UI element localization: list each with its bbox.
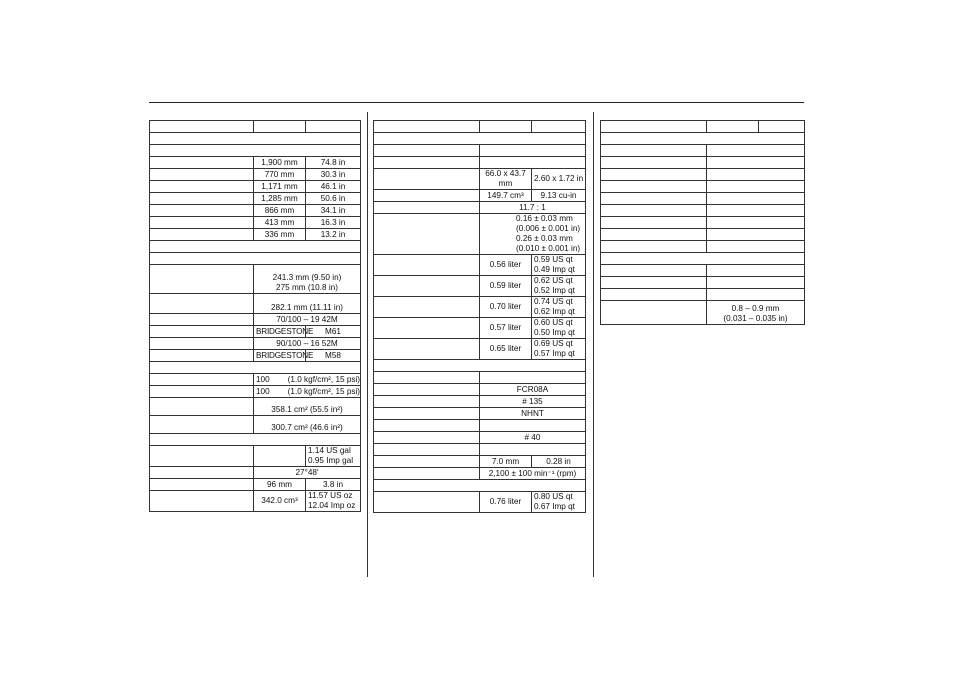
table-row bbox=[374, 420, 586, 432]
coolant-capacity-liter: 0.76 liter bbox=[480, 492, 532, 513]
dimension-metric: 770 mm bbox=[254, 169, 306, 181]
valve-clearance: 0.16 ± 0.03 mm (0.006 ± 0.001 in) 0.26 ± 0.03 mm (0.010 ± 0.001 in) bbox=[480, 214, 586, 255]
table-row bbox=[374, 214, 586, 255]
table-row bbox=[374, 468, 586, 480]
table-row bbox=[374, 121, 586, 133]
table-row bbox=[601, 133, 805, 145]
spark-plug-gap: 0.8 – 0.9 mm (0.031 – 0.035 in) bbox=[707, 301, 805, 325]
displacement-metric: 149.7 cm³ bbox=[480, 190, 532, 202]
dimension-metric: 1,900 mm bbox=[254, 157, 306, 169]
table-row bbox=[601, 121, 805, 133]
dimension-imperial: 50.6 in bbox=[306, 193, 361, 205]
main-jet: # 135 bbox=[480, 396, 586, 408]
table-row bbox=[150, 362, 361, 374]
column-divider-left bbox=[367, 112, 368, 577]
oil-capacity-liter: 0.56 liter bbox=[480, 255, 532, 276]
table-row bbox=[601, 253, 805, 265]
dimension-imperial: 30.3 in bbox=[306, 169, 361, 181]
idle-speed: 2,100 ± 100 min⁻¹ (rpm) bbox=[480, 468, 586, 480]
bore-stroke-metric: 66.0 x 43.7 mm bbox=[480, 169, 532, 190]
float-level-metric: 7.0 mm bbox=[480, 456, 532, 468]
page-top-rule bbox=[149, 102, 804, 103]
table-row bbox=[374, 456, 586, 468]
table-row bbox=[601, 229, 805, 241]
table-row bbox=[601, 301, 805, 325]
spark-plug: FCR08A bbox=[480, 384, 586, 396]
float-level-imperial: 0.28 in bbox=[532, 456, 586, 468]
table-row bbox=[374, 145, 586, 157]
table-row bbox=[150, 229, 361, 241]
table-row bbox=[150, 374, 361, 386]
spec-table-engine bbox=[373, 120, 586, 513]
table-row bbox=[150, 217, 361, 229]
table-row bbox=[601, 265, 805, 277]
table-row: 0.57 liter 0.60 US qt 0.50 Imp qt bbox=[374, 318, 586, 339]
caster-angle: 27°48' bbox=[254, 467, 361, 479]
table-row bbox=[601, 169, 805, 181]
table-row bbox=[150, 205, 361, 217]
table-row bbox=[150, 181, 361, 193]
table-row bbox=[374, 360, 586, 372]
table-row bbox=[150, 314, 361, 326]
table-row bbox=[150, 265, 361, 294]
tire-pressure-rear: 100 (1.0 kgf/cm², 15 psi) bbox=[254, 386, 361, 398]
table-row bbox=[374, 432, 586, 444]
fuel-capacity-us: 1.14 US gal bbox=[308, 446, 351, 455]
rear-tire-brand: BRIDGESTONE bbox=[254, 350, 306, 362]
table-row: 0.70 liter 0.74 US qt 0.62 Imp qt bbox=[374, 297, 586, 318]
table-row: 0.76 liter 0.80 US qt 0.67 Imp qt bbox=[374, 492, 586, 513]
bore-stroke-imperial: 2.60 x 1.72 in bbox=[532, 169, 586, 190]
table-row bbox=[601, 205, 805, 217]
table-row bbox=[601, 157, 805, 169]
table-row bbox=[601, 217, 805, 229]
displacement-imperial: 9.13 cu-in bbox=[532, 190, 586, 202]
slow-jet: # 40 bbox=[480, 432, 586, 444]
dimension-imperial: 74.8 in bbox=[306, 157, 361, 169]
table-row bbox=[150, 434, 361, 446]
trail-metric: 96 mm bbox=[254, 479, 306, 491]
table-row bbox=[601, 289, 805, 301]
table-row: 0.65 liter 0.69 US qt 0.57 Imp qt bbox=[374, 339, 586, 360]
brake-area-front: 358.1 cm² (55.5 in²) bbox=[254, 398, 361, 416]
table-row bbox=[150, 386, 361, 398]
table-row bbox=[374, 444, 586, 456]
oil-capacity-liter: 0.57 liter bbox=[480, 318, 532, 339]
spec-table-dimensions bbox=[149, 120, 361, 512]
table-row bbox=[374, 190, 586, 202]
table-row bbox=[374, 133, 586, 145]
fork-oil-metric: 342.0 cm³ bbox=[254, 491, 306, 512]
table-row bbox=[150, 338, 361, 350]
brake-area-rear: 300.7 cm² (46.6 in²) bbox=[254, 416, 361, 434]
table-row: 0.59 liter 0.62 US qt 0.52 Imp qt bbox=[374, 276, 586, 297]
table-row: 0.56 liter 0.59 US qt 0.49 Imp qt bbox=[374, 255, 586, 276]
table-row bbox=[374, 480, 586, 492]
table-row bbox=[150, 193, 361, 205]
dimension-imperial: 46.1 in bbox=[306, 181, 361, 193]
table-row bbox=[150, 121, 361, 133]
table-row bbox=[374, 202, 586, 214]
rear-tire-model: M58 bbox=[306, 350, 361, 362]
front-tire-size: 70/100 – 19 42M bbox=[254, 314, 361, 326]
table-row bbox=[150, 241, 361, 253]
fuel-capacity-imp: 0.95 Imp gal bbox=[308, 456, 354, 465]
spec-table-electrical bbox=[600, 120, 805, 325]
table-row bbox=[150, 133, 361, 145]
table-row bbox=[374, 408, 586, 420]
tire-pressure-front: 100 (1.0 kgf/cm², 15 psi) bbox=[254, 374, 361, 386]
oil-capacity-liter: 0.70 liter bbox=[480, 297, 532, 318]
table-row bbox=[374, 157, 586, 169]
dimension-imperial: 16.3 in bbox=[306, 217, 361, 229]
table-row bbox=[150, 398, 361, 416]
table-row bbox=[601, 241, 805, 253]
dimension-metric: 866 mm bbox=[254, 205, 306, 217]
dimension-metric: 413 mm bbox=[254, 217, 306, 229]
table-row bbox=[150, 350, 361, 362]
table-row bbox=[150, 467, 361, 479]
column-divider-right bbox=[593, 112, 594, 577]
oil-capacity-liter: 0.65 liter bbox=[480, 339, 532, 360]
dimension-metric: 336 mm bbox=[254, 229, 306, 241]
table-row bbox=[601, 277, 805, 289]
table-row bbox=[374, 169, 586, 190]
table-row bbox=[374, 372, 586, 384]
table-row bbox=[150, 326, 361, 338]
trail-imperial: 3.8 in bbox=[306, 479, 361, 491]
front-tire-model: M61 bbox=[306, 326, 361, 338]
fork-oil-imp: 12.04 Imp oz bbox=[308, 501, 356, 510]
dimension-metric: 1,285 mm bbox=[254, 193, 306, 205]
table-row bbox=[150, 416, 361, 434]
table-row bbox=[150, 145, 361, 157]
table-row bbox=[601, 145, 805, 157]
table-row bbox=[150, 169, 361, 181]
dimension-imperial: 13.2 in bbox=[306, 229, 361, 241]
table-row bbox=[150, 157, 361, 169]
travel-value: 241.3 mm (9.50 in) bbox=[272, 273, 342, 282]
oil-capacity-liter: 0.59 liter bbox=[480, 276, 532, 297]
table-row bbox=[150, 294, 361, 314]
table-row bbox=[601, 193, 805, 205]
table-row bbox=[374, 396, 586, 408]
dimension-metric: 1,171 mm bbox=[254, 181, 306, 193]
table-row bbox=[374, 384, 586, 396]
table-row bbox=[150, 491, 361, 512]
table-row bbox=[601, 181, 805, 193]
table-row bbox=[150, 446, 361, 467]
front-tire-brand: BRIDGESTONE bbox=[254, 326, 306, 338]
table-row bbox=[150, 479, 361, 491]
table-row bbox=[150, 253, 361, 265]
travel-value: 275 mm (10.8 in) bbox=[276, 283, 338, 292]
fork-oil-us: 11.57 US oz bbox=[308, 491, 353, 500]
travel-value: 282.1 mm (11.11 in) bbox=[254, 294, 361, 314]
dimension-imperial: 34.1 in bbox=[306, 205, 361, 217]
jet-needle: NHNT bbox=[480, 408, 586, 420]
rear-tire-size: 90/100 – 16 52M bbox=[254, 338, 361, 350]
compression-ratio: 11.7 : 1 bbox=[480, 202, 586, 214]
